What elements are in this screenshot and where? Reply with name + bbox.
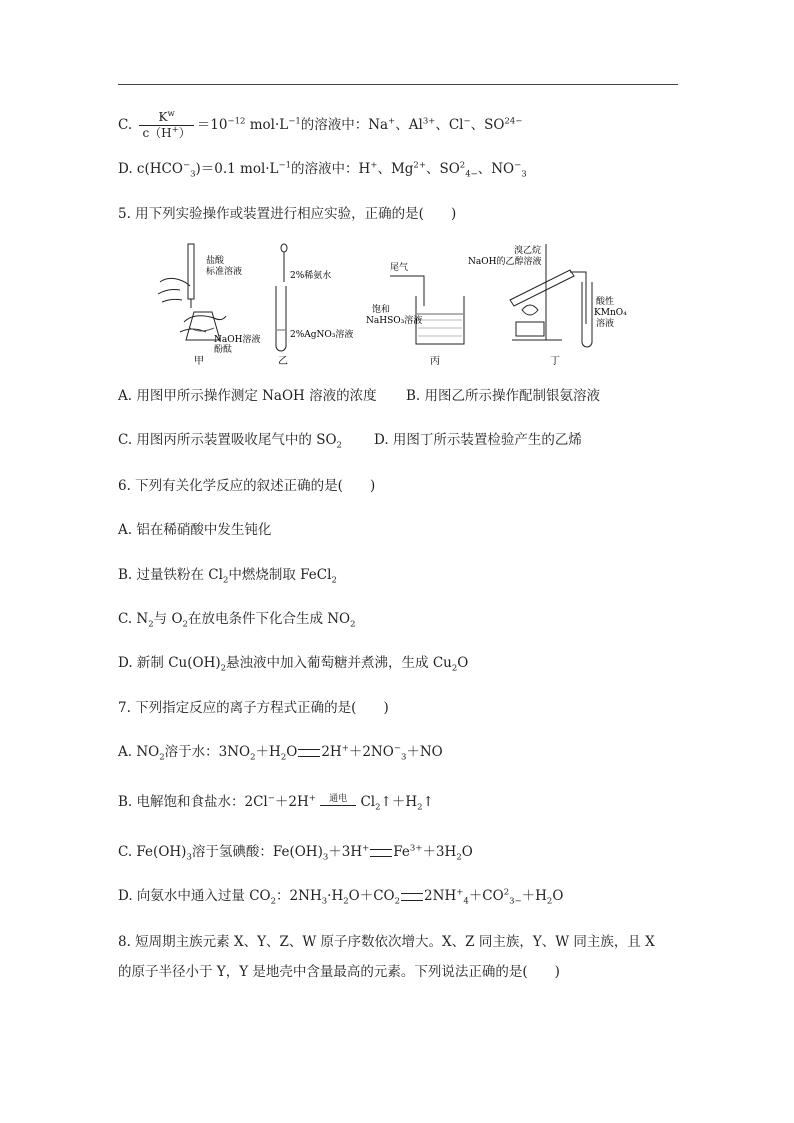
q7-option-d: D. 向氨水中通入过量 $CO_2$：$2NH_3\cdot H_2O+CO_2$ $2NH^+_4+CO^2_{3-}+H_2O$ xyxy=(118,887,564,907)
q6-stem: 6. 下列有关化学反应的叙述正确的是( ) xyxy=(118,478,376,494)
q8-stem-line-1: 8. 短周期主族元素 X、Y、Z、W 原子序数依次增大。X、Z 同主族，Y、W 同主族，且 X xyxy=(118,934,655,950)
q4-option-c: C. $\frac{K^w}{c(H^+)}$ $=10^{-12}$ $mol\cdot L^{-1}$的溶液中：Na+、$Al^{3+}$、Cl−、$SO^{24-}$ xyxy=(118,109,523,140)
kw-fraction: $\frac{K^w}{c(H^+)}$ xyxy=(139,110,193,141)
equals-sign xyxy=(298,749,320,757)
bing-label-2: 饱和 xyxy=(372,305,391,315)
ding-label-2: NaOH的乙醇溶液 xyxy=(468,257,542,267)
q6-option-d: D. 新制 $Cu(OH)_2$悬浊液中加入葡萄糖并煮沸，生成 $Cu_2O$ xyxy=(118,655,469,674)
bing-caption: 丙 xyxy=(430,356,440,367)
q5-option-b: B. 用图乙所示操作配制银氨溶液 xyxy=(406,388,601,404)
q5-option-d: D. 用图丁所示装置检验产生的乙烯 xyxy=(374,432,582,448)
jia-label-4: 酚酞 xyxy=(214,345,233,355)
ding-label-1: 溴乙烷 xyxy=(514,246,542,256)
q8-stem-line-2: 的原子半径小于 Y，Y 是地壳中含量最高的元素。下列说法正确的是( ) xyxy=(118,964,560,980)
equals-sign xyxy=(401,893,423,901)
q7-option-b: B. 电解饱和食盐水：2Cl−＋2H+ 通电 $Cl_2↑+H_2↑$ xyxy=(118,793,434,813)
equals-sign xyxy=(370,849,392,857)
ding-label-3: 酸性 xyxy=(596,297,615,307)
q6-option-c: C. $N_2$与 $O_2$在放电条件下化合生成 $NO_2$ xyxy=(118,611,356,630)
bing-label-3: NaHSO₃溶液 xyxy=(366,316,423,326)
ding-label-5: 溶液 xyxy=(596,319,615,329)
bing-label-1: 尾气 xyxy=(390,263,409,273)
q7-stem: 7. 下列指定反应的离子方程式正确的是( ) xyxy=(118,700,389,716)
yi-label-1: 2%稀氨水 xyxy=(290,271,332,281)
ding-caption: 丁 xyxy=(550,356,560,367)
jia-label-2: 标准溶液 xyxy=(206,267,243,277)
yi-caption: 乙 xyxy=(278,356,288,367)
jia-label-1: 盐酸 xyxy=(206,256,225,266)
ding-label-4: KMnO₄ xyxy=(594,308,627,318)
jia-label-3: NaOH溶液 xyxy=(214,335,261,345)
electrolysis-arrow: 通电 xyxy=(320,794,356,812)
q7-option-a: A. $NO_2$溶于水：$3NO_2+H_2O$ $2H^++2NO^-_3+NO$ xyxy=(118,743,443,763)
yi-label-2: 2%AgNO₃溶液 xyxy=(290,330,354,340)
q6-option-b: B. 过量铁粉在 $Cl_2$中燃烧制取 FeCl$_2$ xyxy=(118,567,337,586)
q5-stem: 5. 用下列实验操作或装置进行相应实验，正确的是( ) xyxy=(118,206,457,222)
figure-bing-beaker xyxy=(390,276,464,344)
header-rule xyxy=(118,84,678,85)
q5-option-c: C. 用图丙所示装置吸收尾气中的 $SO_2$ xyxy=(118,432,342,451)
jia-caption: 甲 xyxy=(194,356,204,367)
q5-option-a: A. 用图甲所示操作测定 NaOH 溶液的浓度 xyxy=(118,388,377,404)
q5-apparatus-figure xyxy=(150,242,627,368)
q7-option-c: C. $Fe(OH)_3$溶于氢碘酸：$Fe(OH)_3+3H^+$ $Fe^{3+}+3H_2O$ xyxy=(118,843,473,863)
q4-option-d: D. $c(HCO^-_3)=0.1$ $mol\cdot L^{-1}$的溶液中：H+、$Mg^{2+}$、$SO^2_{4-}$、$NO^-_3$ xyxy=(118,160,527,180)
figure-yi-test-tube xyxy=(276,244,287,351)
q6-option-a: A. 铝在稀硝酸中发生钝化 xyxy=(118,522,272,538)
